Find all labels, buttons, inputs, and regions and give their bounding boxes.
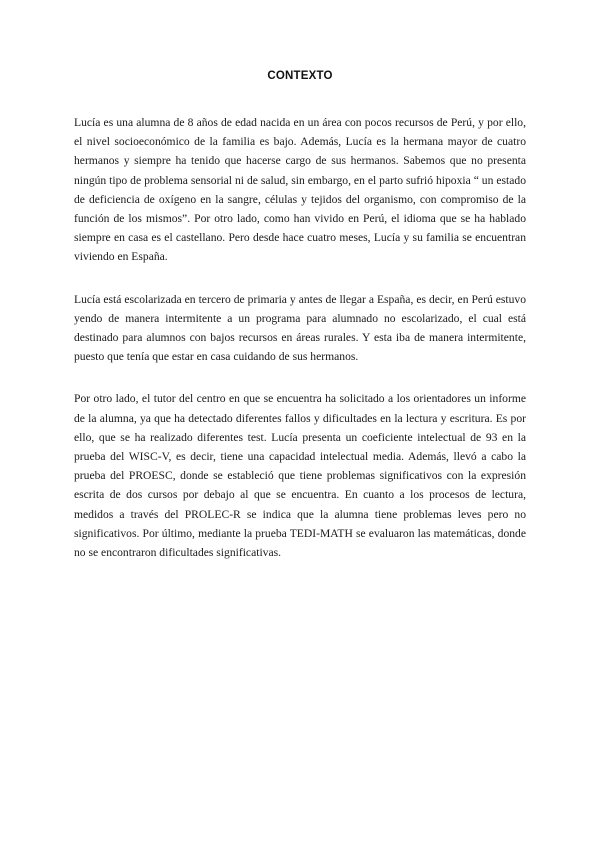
paragraph-2: Lucía está escolarizada en tercero de primaria y antes de llegar a España, es decir, en Perú estuvo yendo de manera intermitente a un programa para alumnado no escolarizado, el cual está destinado para alumnos con bajos recursos en áreas rurales. Y esta iba de manera intermitente, puesto que tenía que estar en casa cuidando de sus hermanos.	[74, 292, 526, 364]
page-title: CONTEXTO	[267, 70, 333, 82]
paragraph-3: Por otro lado, el tutor del centro en que se encuentra ha solicitado a los orientadores un informe de la alumna, ya que ha detectado diferentes fallos y dificultades en la lectura y escritura. Es por ello, que se ha realizado diferentes test. Lucía presenta un coeficiente intelectual de 93 en la prueba del WISC-V, es decir, tiene una capacidad intelectual media. Además, llevó a cabo la prueba del PROESC, donde se estableció que tiene problemas significativos con la expresión escrita de dos cursos por debajo al que se encuentra. En cuanto a los procesos de lectura, medidos a través del PROLEC-R se indica que la alumna tiene problemas leves pero no significativos. Por último, mediante la prueba TEDI-MATH se evaluaron las matemáticas, donde no se encontraron dificultades significativas.	[74, 392, 526, 560]
document-body	[74, 113, 526, 585]
paragraph-1: Lucía es una alumna de 8 años de edad nacida en un área con pocos recursos de Perú, y por ello, el nivel socioeconómico de la familia es bajo. Además, Lucía es la hermana mayor de cuatro hermanos y siempre ha tenido que hacerse cargo de sus hermanos. Sabemos que no presenta ningún tipo de problema sensorial ni de salud, sin embargo, en el parto sufrió hipoxia “ un estado de deficiencia de oxígeno en la sangre, células y tejidos del organismo, con compromiso de la función de los mismos”. Por otro lado, como han vivido en Perú, el idioma que se ha hablado siempre en casa es el castellano. Pero desde hace cuatro meses, Lucía y su familia se encuentran viviendo en España.	[74, 116, 526, 264]
